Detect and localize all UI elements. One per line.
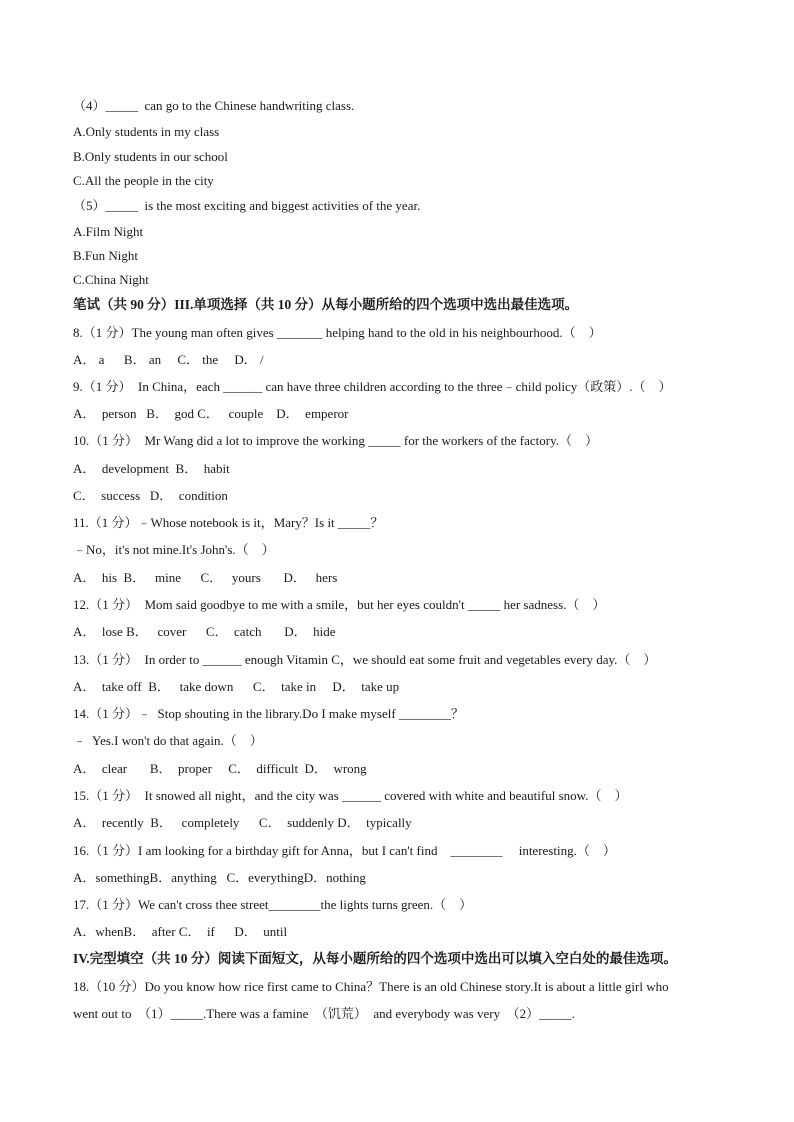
text-line: C.All the people in the city [73, 173, 214, 188]
text-line: A． his B． mine C． yours D． hers [73, 570, 338, 585]
text-line: A． development B． habit [73, 461, 230, 476]
text-line: 15.（1 分） It snowed all night，and the city was ______ covered with white and beautiful snow.（ ） [73, 788, 628, 803]
text-line: A． clear B． proper C． difficult D． wrong [73, 761, 367, 776]
text-line: A．whenB． after C． if D． until [73, 924, 288, 939]
text-line: 14.（1 分）﹣ Stop shouting in the library.Do I make myself ________？ [73, 706, 464, 721]
section-heading: 笔试（共 90 分）III.单项选择（共 10 分）从每小题所给的四个选项中选出最佳选项。 [73, 297, 579, 312]
text-line: A．somethingB．anything C．everythingD．nothing [73, 870, 366, 885]
text-line: A． take off B． take down C． take in D． take up [73, 679, 400, 694]
text-line: 18.（10 分）Do you know how rice first came to China？There is an old Chinese story.It is about a little girl who [73, 979, 669, 994]
text-line: 11.（1 分）﹣Whose notebook is it，Mary？Is it _____？ [73, 515, 384, 530]
text-line: 13.（1 分） In order to ______ enough Vitamin C，we should eat some fruit and vegetables every day.（ ） [73, 652, 657, 667]
text-line: ﹣ Yes.I won't do that again.（ ） [73, 733, 263, 748]
text-line: A． person B． god C． couple D． emperor [73, 406, 349, 421]
text-line: 8.（1 分）The young man often gives _______ helping hand to the old in his neighbourhood.（ ） [73, 325, 602, 340]
text-line: 17.（1 分）We can't cross thee street________the lights turns green.（ ） [73, 897, 473, 912]
text-line: A． lose B． cover C． catch D． hide [73, 624, 336, 639]
text-line: B.Fun Night [73, 248, 139, 263]
text-line: 9.（1 分） In China，each ______ can have three children according to the three﹣child policy（政策）.（ ） [73, 379, 672, 394]
text-line: ﹣No，it's not mine.It's John's.（ ） [73, 542, 275, 557]
text-line: 12.（1 分） Mom said goodbye to me with a smile，but her eyes couldn't _____ her sadness.（ ） [73, 597, 606, 612]
text-line: C． success D． condition [73, 488, 228, 503]
text-line: C.China Night [73, 272, 149, 287]
text-line: A． recently B． completely C． suddenly D． typically [73, 815, 412, 830]
text-line: 10.（1 分） Mr Wang did a lot to improve the working _____ for the workers of the factory.（ ） [73, 433, 598, 448]
text-line: A.Only students in my class [73, 124, 220, 139]
section-heading: IV.完型填空（共 10 分）阅读下面短文，从每小题所给的四个选项中选出可以填入空白处的最佳选项。 [73, 951, 677, 966]
text-line: （4）_____ can go to the Chinese handwriting class. [73, 98, 355, 113]
text-line: 16.（1 分）I am looking for a birthday gift for Anna，but I can't find ________ interesting.（ ） [73, 843, 616, 858]
text-line: （5）_____ is the most exciting and biggest activities of the year. [73, 198, 421, 213]
text-line: went out to （1）_____.There was a famine （饥荒） and everybody was very （2）_____. [73, 1006, 575, 1021]
text-line: A.Film Night [73, 224, 144, 239]
text-line: A． a B． an C． the D． / [73, 352, 264, 367]
text-line: B.Only students in our school [73, 149, 228, 164]
